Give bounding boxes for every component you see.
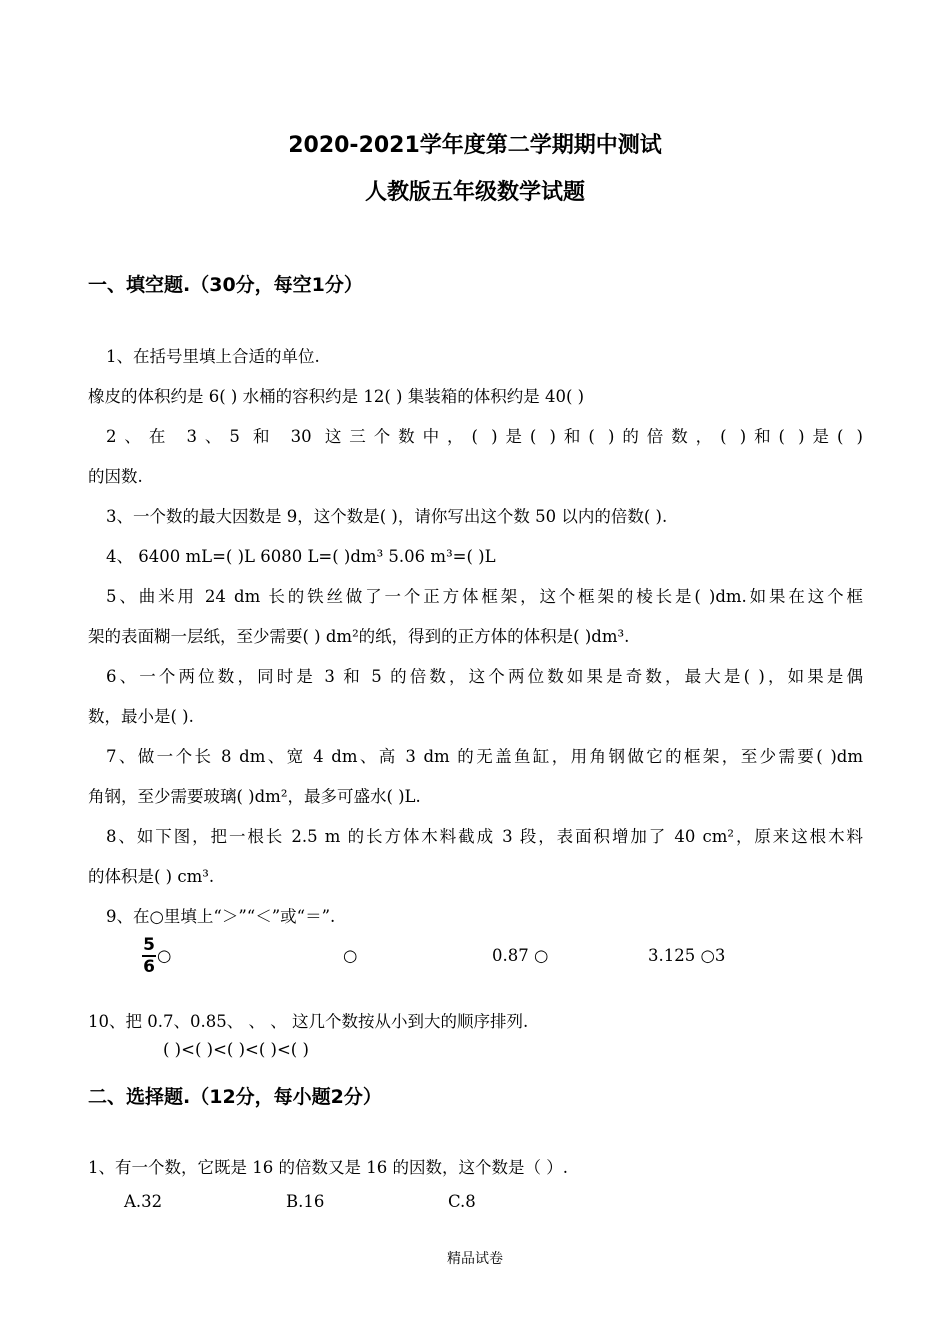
fraction-denominator: 6: [143, 957, 155, 977]
exam-title: 2020-2021学年度第二学期期中测试: [288, 133, 662, 158]
question-1-items: 橡皮的体积约是 6( ) 水桶的容积约是 12( ) 集装箱的体积约是 40( ): [88, 387, 585, 406]
question-7-line2: 角钢，至少需要玻璃( )dm²，最多可盛水( )L.: [88, 787, 421, 806]
fraction-numerator: 5: [143, 935, 155, 955]
option-c: C.8: [448, 1192, 476, 1211]
question-10-blanks: ( )<( )<( )<( )<( ): [163, 1040, 309, 1059]
compare-circle-1: ○: [157, 946, 172, 965]
compare-item-3: 0.87 ○: [492, 946, 549, 965]
compare-item-4: 3.125 ○3: [648, 946, 726, 965]
question-5-line1: 5、曲米用 24 dm 长的铁丝做了一个正方体框架，这个框架的棱长是( )dm.如果在这个框: [106, 587, 863, 606]
section-heading-choice: 二、选择题.（12分，每小题2分）: [88, 1086, 382, 1108]
question-10-prompt: 10、把 0.7、0.85、 、 、 这几个数按从小到大的顺序排列.: [88, 1012, 529, 1031]
option-b: B.16: [286, 1192, 325, 1211]
question-5-line2: 架的表面糊一层纸，至少需要( ) dm²的纸，得到的正方体的体积是( )dm³.: [88, 627, 630, 646]
question-6-line2: 数，最小是( ).: [88, 707, 194, 726]
question-9-prompt: 9、在○里填上“＞”“＜”或“＝”.: [106, 907, 336, 926]
question-7-line1: 7、做一个长 8 dm、宽 4 dm、高 3 dm 的无盖鱼缸，用角钢做它的框架，至少需要( )dm: [106, 747, 863, 766]
section-heading-fill-in: 一、填空题.（30分，每空1分）: [88, 274, 363, 296]
question-8-line2: 的体积是( ) cm³.: [88, 867, 215, 886]
question-3: 3、一个数的最大因数是 9，这个数是( )，请你写出这个数 50 以内的倍数( ).: [106, 507, 668, 526]
question-2-line2: 的因数.: [88, 467, 143, 486]
page-footer: 精品试卷: [447, 1251, 503, 1267]
question-4: 4、 6400 mL=( )L 6080 L=( )dm³ 5.06 m³=( )L: [106, 547, 496, 566]
question-2-line1: 2、在 3、5 和 30 这三个数中，( )是( )和( )的倍数，( )和( )是( ): [106, 427, 863, 446]
question-6-line1: 6、一个两位数，同时是 3 和 5 的倍数，这个两位数如果是奇数，最大是( )，如果是偶: [106, 667, 863, 686]
compare-circle-2: ○: [343, 946, 358, 965]
choice-question-1: 1、有一个数，它既是 16 的倍数又是 16 的因数，这个数是（ ）.: [88, 1158, 568, 1177]
exam-subtitle: 人教版五年级数学试题: [364, 180, 585, 205]
fraction-five-sixths: [141, 936, 157, 976]
question-1-prompt: 1、在括号里填上合适的单位.: [106, 347, 320, 366]
question-8-line1: 8、如下图，把一根长 2.5 m 的长方体木料截成 3 段，表面积增加了 40 cm²，原来这根木料: [106, 827, 863, 846]
option-a: A.32: [124, 1192, 163, 1211]
